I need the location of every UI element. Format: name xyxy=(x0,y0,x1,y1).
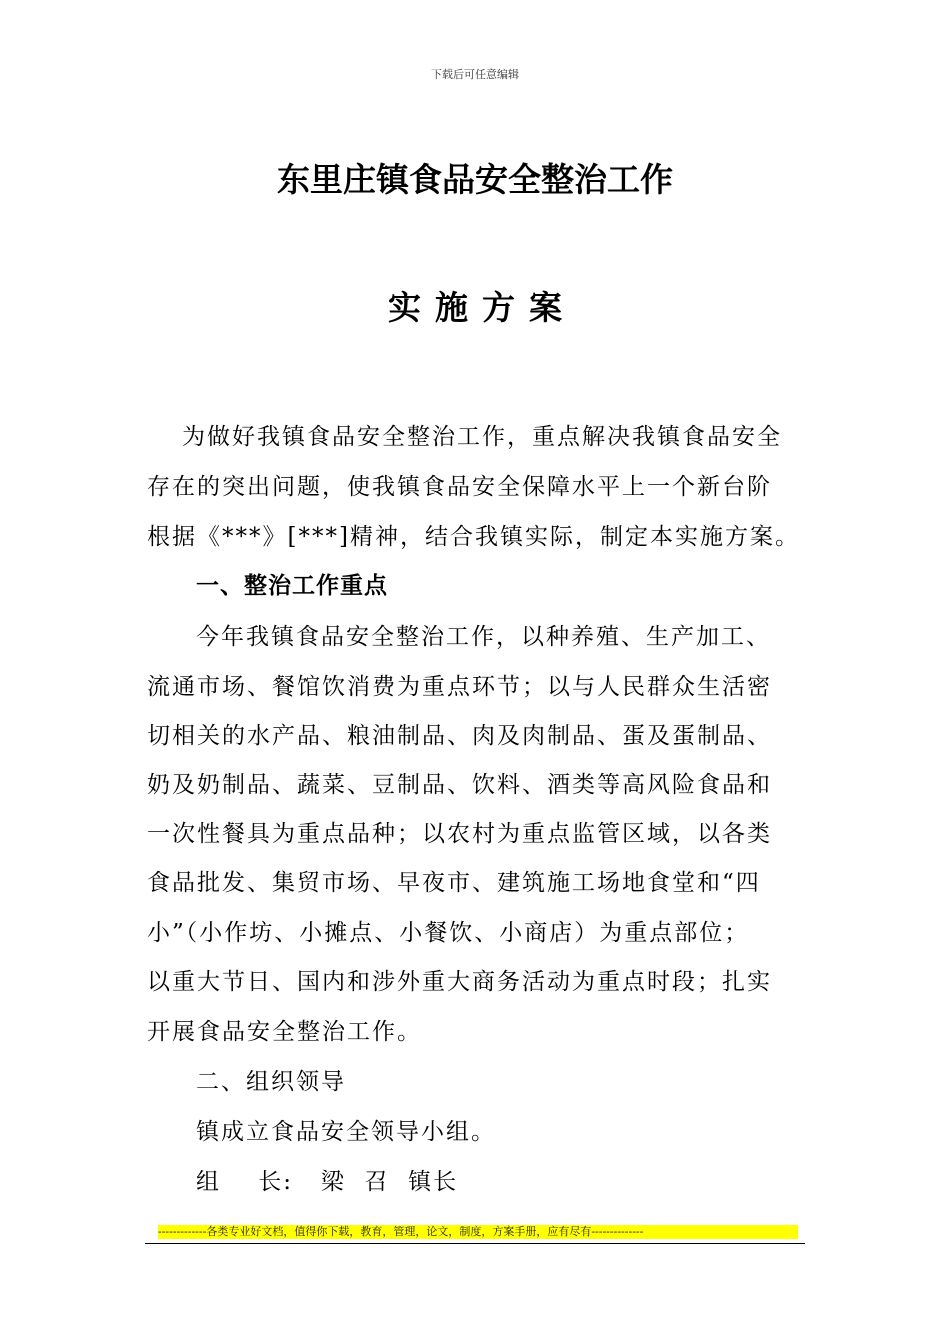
section-1-line-2: 流通市场、餐馆饮消费为重点环节；以与人民群众生活密 xyxy=(147,674,772,700)
section-1-line-6: 食品批发、集贸市场、早夜市、建筑施工场地食堂和“四 xyxy=(147,870,761,896)
intro-line-3: 根据《***》[***]精神，结合我镇实际，制定本实施方案。 xyxy=(147,524,800,550)
section-1-line-5: 一次性餐具为重点品种；以农村为重点监管区域，以各类 xyxy=(147,821,772,847)
intro-line-2: 存在的突出问题，使我镇食品安全保障水平上一个新台阶 xyxy=(147,474,772,500)
intro-line-1: 为做好我镇食品安全整治工作，重点解决我镇食品安全 xyxy=(182,424,782,450)
section-1-line-9: 开展食品安全整治工作。 xyxy=(147,1019,422,1045)
section-1-line-4: 奶及奶制品、蔬菜、豆制品、饮料、酒类等高风险食品和 xyxy=(147,772,772,798)
section-2-line-1: 镇成立食品安全领导小组。 xyxy=(196,1119,496,1145)
footer-promo-note: -------------各类专业好文档，值得你下载，教育，管理，论文，制度，方案手册，应有尽有-------------- xyxy=(158,1225,798,1239)
section-2-line-2: 组 长: 梁 召 镇长 xyxy=(196,1169,459,1195)
section-1-line-7: 小”（小作坊、小摊点、小餐饮、小商店）为重点部位； xyxy=(147,920,750,946)
footer-rule xyxy=(145,1243,805,1244)
section-2-heading: 二、组织领导 xyxy=(196,1069,346,1095)
page-header-note: 下载后可任意编辑 xyxy=(431,68,519,81)
section-1-line-8: 以重大节日、国内和涉外重大商务活动为重点时段；扎实 xyxy=(147,969,772,995)
section-1-line-1: 今年我镇食品安全整治工作，以种养殖、生产加工、 xyxy=(196,624,771,650)
document-title: 东里庄镇食品安全整治工作 xyxy=(277,160,673,199)
document-subtitle: 实施方案 xyxy=(388,288,576,327)
section-1-heading: 一、整治工作重点 xyxy=(196,573,388,599)
section-1-line-3: 切相关的水产品、粮油制品、肉及肉制品、蛋及蛋制品、 xyxy=(147,723,772,749)
